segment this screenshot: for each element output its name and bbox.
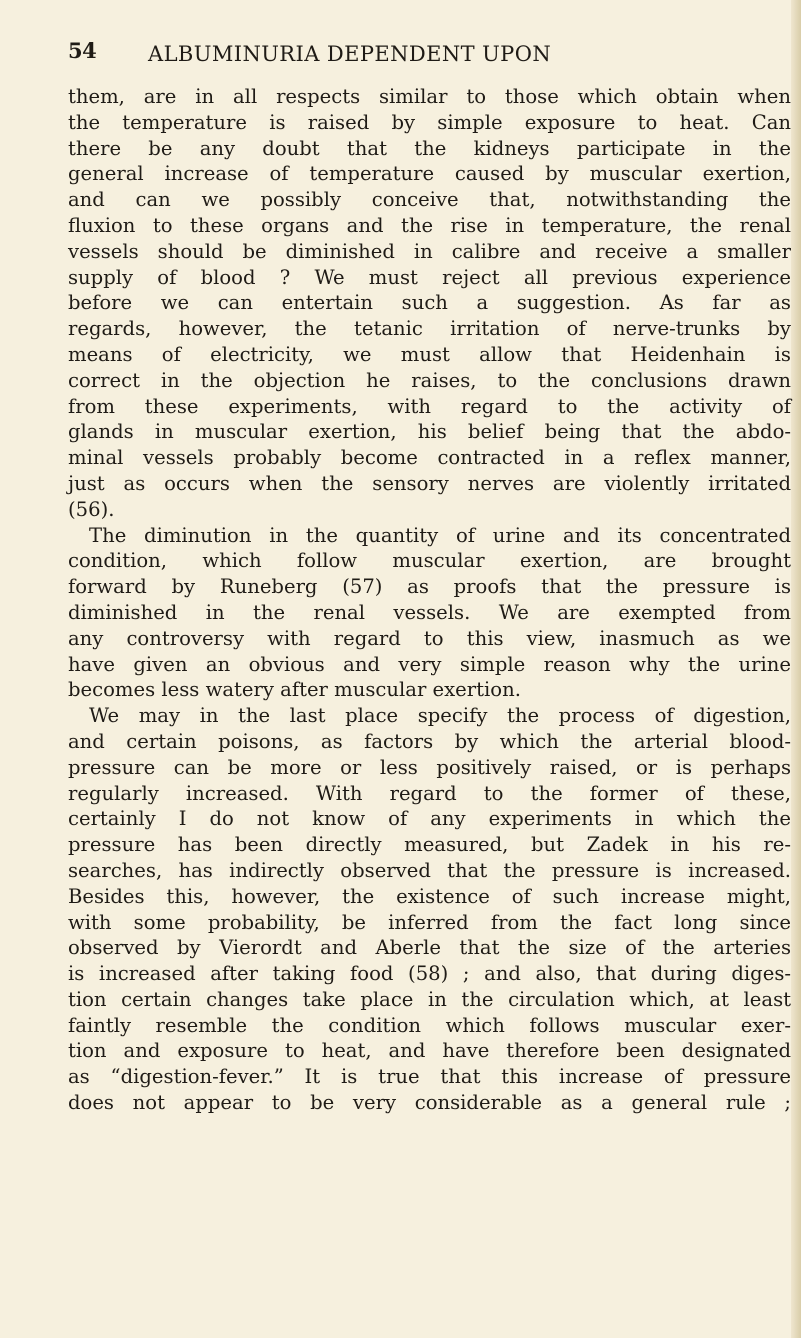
- text-line: there be any doubt that the kidneys participate in the: [68, 136, 791, 160]
- text-line: fluxion to these organs and the rise in temperature, the renal: [68, 213, 791, 237]
- text-line: and certain poisons, as factors by which the arterial blood-: [68, 729, 791, 753]
- text-line: as “digestion-fever.” It is true that this increase of pressure: [68, 1065, 791, 1089]
- text-line: the temperature is raised by simple exposure to heat. Can: [68, 110, 791, 134]
- text-line: observed by Vierordt and Aberle that the size of the arteries: [68, 936, 791, 960]
- page-number: 54: [68, 38, 97, 63]
- paragraph-3: [68, 703, 791, 1116]
- text-line: is increased after taking food (58) ; and also, that during diges-: [68, 962, 791, 986]
- text-line: does not appear to be very considerable as a general rule ;: [68, 1091, 791, 1115]
- paragraph-1: [68, 84, 791, 523]
- text-line: pressure can be more or less positively raised, or is perhaps: [68, 755, 791, 779]
- text-line: forward by Runeberg (57) as proofs that the pressure is: [68, 575, 791, 599]
- text-line: tion certain changes take place in the circulation which, at least: [68, 987, 791, 1011]
- text-line: tion and exposure to heat, and have therefore been designated: [68, 1039, 791, 1063]
- text-line: glands in muscular exertion, his belief being that the abdo-: [68, 420, 791, 444]
- body-text: [68, 84, 791, 1116]
- text-line: searches, has indirectly observed that the pressure is increased.: [68, 858, 791, 882]
- text-line: regularly increased. With regard to the former of these,: [68, 781, 791, 805]
- text-line: have given an obvious and very simple reason why the urine: [68, 652, 791, 676]
- text-line: certainly I do not know of any experiments in which the: [68, 807, 791, 831]
- text-line: faintly resemble the condition which follows muscular exer-: [68, 1013, 791, 1037]
- text-line: condition, which follow muscular exertion, are brought: [68, 549, 791, 573]
- text-line: The diminution in the quantity of urine and its concentrated: [89, 523, 791, 547]
- paragraph-2: [68, 523, 791, 704]
- text-line: Besides this, however, the existence of such increase might,: [68, 884, 791, 908]
- running-head: ALBUMINURIA DEPENDENT UPON: [148, 42, 552, 66]
- text-line: with some probability, be inferred from the fact long since: [68, 910, 791, 934]
- text-line: before we can entertain such a suggestion. As far as: [68, 291, 791, 315]
- text-line: from these experiments, with regard to the activity of: [68, 394, 791, 418]
- text-line: general increase of temperature caused by muscular exertion,: [68, 162, 791, 186]
- text-line: minal vessels probably become contracted in a reflex manner,: [68, 446, 791, 470]
- page-edge: [791, 0, 801, 1338]
- text-line: regards, however, the tetanic irritation of nerve-trunks by: [68, 317, 791, 341]
- text-line: any controversy with regard to this view, inasmuch as we: [68, 626, 791, 650]
- text-line: We may in the last place specify the process of digestion,: [89, 704, 791, 728]
- text-line: and can we possibly conceive that, notwithstanding the: [68, 188, 791, 212]
- text-line: (56).: [68, 497, 115, 521]
- text-line: supply of blood ? We must reject all previous experience: [68, 265, 791, 289]
- page-header: [68, 38, 788, 68]
- text-line: correct in the objection he raises, to the conclusions drawn: [68, 368, 791, 392]
- text-line: diminished in the renal vessels. We are exempted from: [68, 600, 791, 624]
- text-line: them, are in all respects similar to those which obtain when: [68, 85, 791, 108]
- text-line: pressure has been directly measured, but Zadek in his re-: [68, 833, 791, 857]
- text-line: vessels should be diminished in calibre and receive a smaller: [68, 239, 791, 263]
- text-line: just as occurs when the sensory nerves are violently irritated: [68, 471, 791, 495]
- text-line: becomes less watery after muscular exertion.: [68, 678, 521, 702]
- text-line: means of electricity, we must allow that Heidenhain is: [68, 342, 791, 366]
